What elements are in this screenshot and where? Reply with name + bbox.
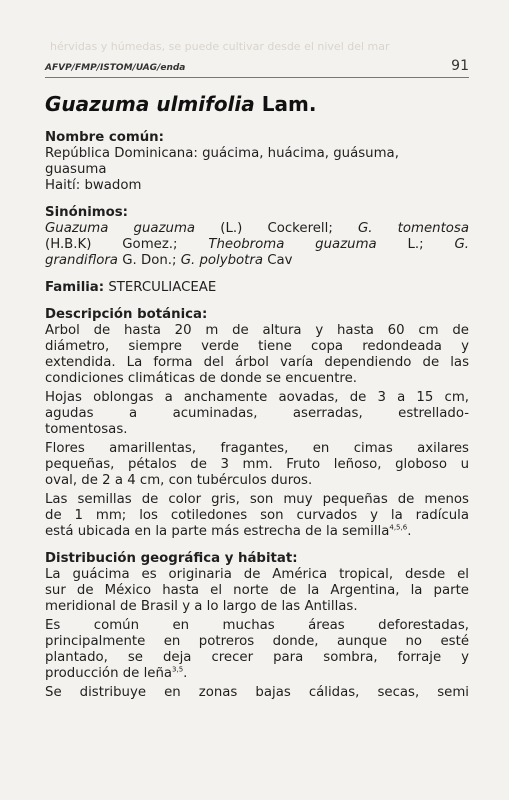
header-rule [45,77,469,78]
text-line: condiciones climáticas de donde se encuentre. [45,371,358,386]
text-line: extendida. La forma del árbol varía dependiendo de las [45,355,469,370]
section-sinonimos [45,205,469,269]
text-line: tomentosas. [45,422,128,437]
text-line: Se distribuye en zonas bajas cálidas, secas, semi [45,685,469,700]
species-name: Guazuma ulmifolia [45,92,255,116]
synonym-author: (H.B.K) Gomez.; [45,237,209,252]
synonym-name: grandiflora [45,253,118,268]
text-line: pequeñas, pétalos de 3 mm. Fruto leñoso, globoso u [45,457,469,472]
text-line: sur de México hasta el norte de la Argentina, la parte [45,583,469,598]
text-line: Hojas oblongas a anchamente aovadas, de 3 a 15 cm, [45,390,469,405]
paragraph [45,441,469,489]
section-heading: Familia: [45,280,105,295]
text-line: agudas a acuminadas, aserradas, estrellado- [45,406,469,421]
footnote-ref: 3,5 [172,665,184,674]
text-line: Arbol de hasta 20 m de altura y hasta 60 cm de [45,323,469,338]
page-content [45,91,469,712]
synonym-author: L.; [376,237,455,252]
synonym-name: Theobroma guazuma [208,237,377,252]
text-line: principalmente en potreros donde, aunque no esté [45,634,469,649]
text-line: de 1 mm; los cotiledones son curvados y la radícula [45,508,469,523]
text-span: está ubicada en la parte más estrecha de la semilla [45,524,390,539]
text-line: guasuma [45,162,107,177]
bleed-through-text: hérvidas y húmedas, se puede cultivar desde el nivel del mar [50,40,390,53]
species-title [45,91,469,117]
section-descripcion [45,307,469,540]
text-span: producción de leña [45,666,173,681]
section-familia [45,280,469,296]
text-span: . [407,524,412,539]
footnote-ref: 4,5,6 [389,523,408,532]
text-line [45,221,469,237]
text-line: Las semillas de color gris, son muy pequeñas de menos [45,492,469,507]
text-span: . [183,666,188,681]
text-line: meridional de Brasil y a lo largo de las Antillas. [45,599,358,614]
text-line [45,666,469,682]
paragraph [45,323,469,387]
text-line [45,524,469,540]
section-nombre-comun [45,130,469,194]
text-line: plantado, se deja crecer para sombra, forraje y [45,650,469,665]
text-line: diámetro, siempre verde tiene copa redondeada y [45,339,469,354]
text-line: oval, de 2 a 4 cm, con tubérculos duros. [45,473,313,488]
text-line: Flores amarillentas, fragantes, en cimas axilares [45,441,469,456]
page-number: 91 [451,58,469,74]
synonym-author: G. Don.; [117,253,181,268]
section-heading: Descripción botánica: [45,307,208,322]
paragraph [45,567,469,615]
synonym-author: (L.) Cockerell; [195,221,358,236]
synonym-name: Guazuma guazuma [45,221,196,236]
paragraph [45,618,469,682]
paragraph [45,685,469,701]
section-heading: Distribución geográfica y hábitat: [45,551,298,566]
family-value: STERCULIACEAE [104,280,217,295]
text-line [45,253,469,269]
synonym-name: G. [454,237,469,252]
text-line [45,237,469,253]
paragraph [45,492,469,540]
section-heading: Nombre común: [45,130,164,145]
running-header [45,58,469,74]
section-heading: Sinónimos: [45,205,128,220]
header-source: AFVP/FMP/ISTOM/UAG/enda [45,63,186,73]
paragraph [45,390,469,438]
synonym-name: G. polybotra [180,253,263,268]
synonym-author: Cav [263,253,293,268]
text-line [45,280,469,296]
text-line: República Dominicana: guácima, huácima, guásuma, [45,146,399,161]
species-author: Lam. [261,92,317,116]
section-distribucion [45,551,469,701]
synonym-name: G. tomentosa [357,221,470,236]
text-line: Haití: bwadom [45,178,142,193]
text-line: La guácima es originaria de América tropical, desde el [45,567,469,582]
text-line: Es común en muchas áreas deforestadas, [45,618,469,633]
